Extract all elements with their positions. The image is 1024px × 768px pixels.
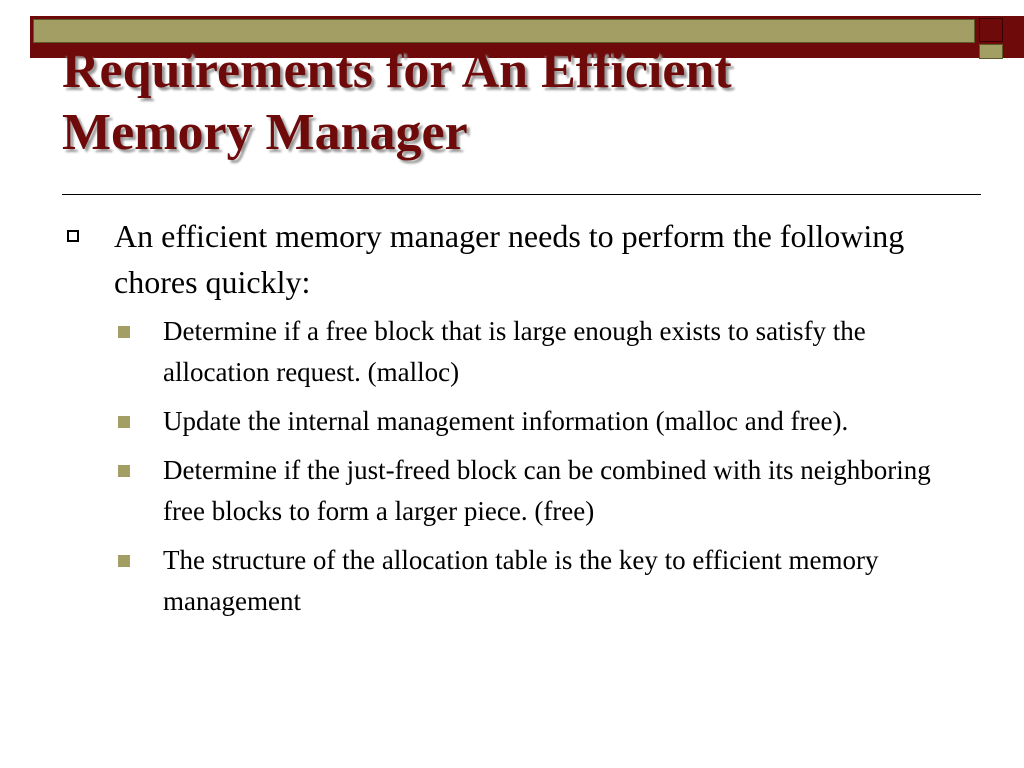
sub-bullet-text: Determine if the just-freed block can be combined with its neighboring free blocks to form a larger piece. (free) (163, 455, 931, 526)
sub-bullet-text: Determine if a free block that is large enough exists to satisfy the allocation request. (malloc) (163, 316, 866, 387)
bullet-text: An efficient memory manager needs to perform the following chores quickly: (114, 218, 905, 300)
sub-bullet-list (62, 311, 972, 622)
sub-bullet-item (62, 450, 972, 532)
slide-title (62, 40, 962, 164)
title-divider (62, 194, 981, 195)
bullet-level-1 (62, 213, 972, 305)
sub-bullet-text: Update the internal management information (malloc and free). (163, 406, 849, 436)
slide-title-line-2: Memory Manager (62, 104, 468, 161)
slide-title-line-1: Requirements for An Efficient (62, 42, 732, 99)
slide-body (62, 213, 972, 630)
sub-bullet-item (62, 401, 972, 442)
sub-bullet-item (62, 540, 972, 622)
header-square-olive (979, 44, 1003, 59)
filled-square-bullet-icon (118, 465, 130, 477)
header-square-maroon (979, 18, 1003, 42)
hollow-square-bullet-icon (67, 230, 79, 242)
sub-bullet-item (62, 311, 972, 393)
sub-bullet-text: The structure of the allocation table is the key to efficient memory management (163, 545, 879, 616)
filled-square-bullet-icon (118, 416, 130, 428)
filled-square-bullet-icon (118, 555, 130, 567)
filled-square-bullet-icon (118, 326, 130, 338)
